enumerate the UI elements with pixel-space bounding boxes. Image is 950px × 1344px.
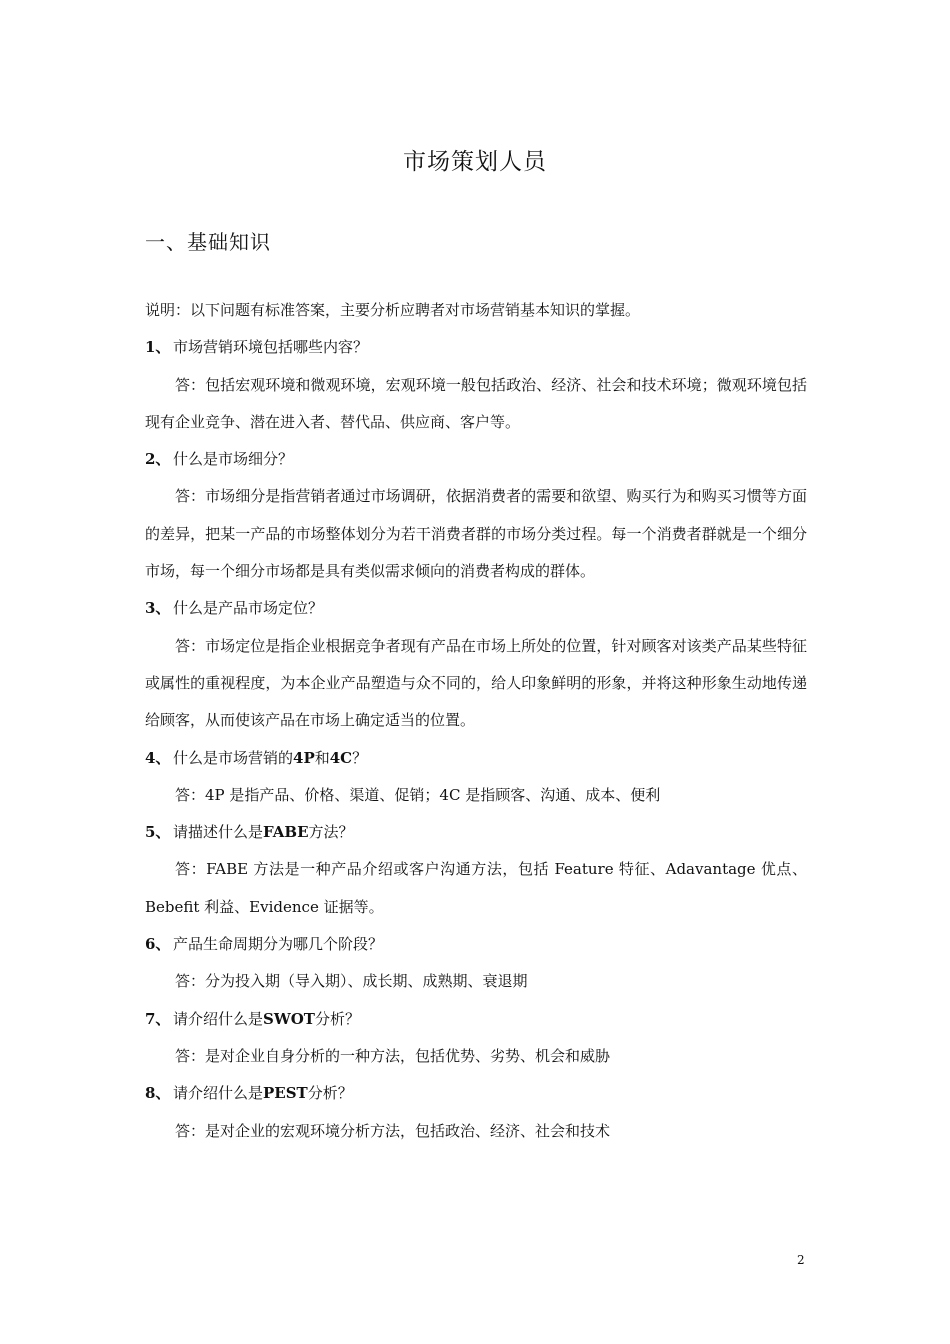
section-heading: 一、基础知识 [145,230,271,254]
question-5 [145,814,807,851]
question-text: 什么是产品市场定位？ [173,599,324,618]
answer-2: 答：市场细分是指营销者通过市场调研，依据消费者的需要和欲望、购买行为和购买习惯等方面的差异，把某一产品的市场整体划分为若干消费者群的市场分类过程。每一个消费者群就是一个细分市场，每一个细分市场都是具有类似需求倾向的消费者构成的群体。 [145,487,807,581]
term-4p: 4P [293,748,315,767]
page-title: 市场策划人员 [403,149,547,175]
answer-4: 答：4P 是指产品、价格、渠道、促销；4C 是指顾客、沟通、成本、便利 [175,785,661,804]
question-text: ？ [352,748,368,767]
question-text: 产品生命周期分为哪几个阶段？ [173,935,384,954]
question-text: 什么是市场营销的 [173,748,294,767]
question-text: 什么是市场细分？ [173,450,294,469]
question-6 [145,926,807,963]
term-pest: PEST [263,1084,308,1103]
question-text: 请介绍什么是 [173,1009,264,1028]
page-number: 2 [797,1253,805,1267]
question-number: 4、 [145,748,171,767]
question-4 [145,740,807,777]
answer-7: 答：是对企业自身分析的一种方法，包括优势、劣势、机会和威胁 [175,1046,611,1065]
question-text: 请介绍什么是 [173,1084,264,1103]
term-fabe: FABE [263,823,309,842]
question-number: 5、 [145,823,171,842]
question-text: 分析？ [307,1084,353,1103]
question-number: 7、 [145,1009,171,1028]
question-text: 分析？ [314,1009,360,1028]
question-7 [145,1001,807,1038]
answer-3: 答：市场定位是指企业根据竞争者现有产品在市场上所处的位置，针对顾客对该类产品某些特征或属性的重视程度，为本企业产品塑造与众不同的，给人印象鲜明的形象，并将这种形象生动地传递给顾客，从而使该产品在市场上确定适当的位置。 [145,636,807,730]
answer-5: 答：FABE 方法是一种产品介绍或客户沟通方法，包括 Feature 特征、Adavantage 优点、Bebefit 利益、Evidence 证据等。 [145,860,807,916]
answer-8: 答：是对企业的宏观环境分析方法，包括政治、经济、社会和技术 [175,1121,611,1140]
question-text: 请描述什么是 [173,823,264,842]
answer-6: 答：分为投入期（导入期）、成长期、成熟期、衰退期 [175,972,528,991]
question-number: 3、 [145,599,171,618]
question-1 [145,329,807,366]
term-4c: 4C [329,748,353,767]
question-number: 2、 [145,450,171,469]
answer-1: 答：包括宏观环境和微观环境，宏观环境一般包括政治、经济、社会和技术环境；微观环境包括现有企业竞争、潜在进入者、替代品、供应商、客户等。 [145,375,807,431]
question-2 [145,441,807,478]
question-3 [145,590,807,627]
question-number: 8、 [145,1084,171,1103]
term-swot: SWOT [263,1009,315,1028]
question-text: 和 [314,748,330,767]
question-number: 6、 [145,935,171,954]
question-number: 1、 [145,338,171,357]
document-body [145,292,807,1150]
question-text: 市场营销环境包括哪些内容？ [173,338,369,357]
question-8 [145,1075,807,1112]
intro-note: 说明：以下问题有标准答案，主要分析应聘者对市场营销基本知识的掌握。 [145,301,641,319]
question-text: 方法？ [308,823,354,842]
